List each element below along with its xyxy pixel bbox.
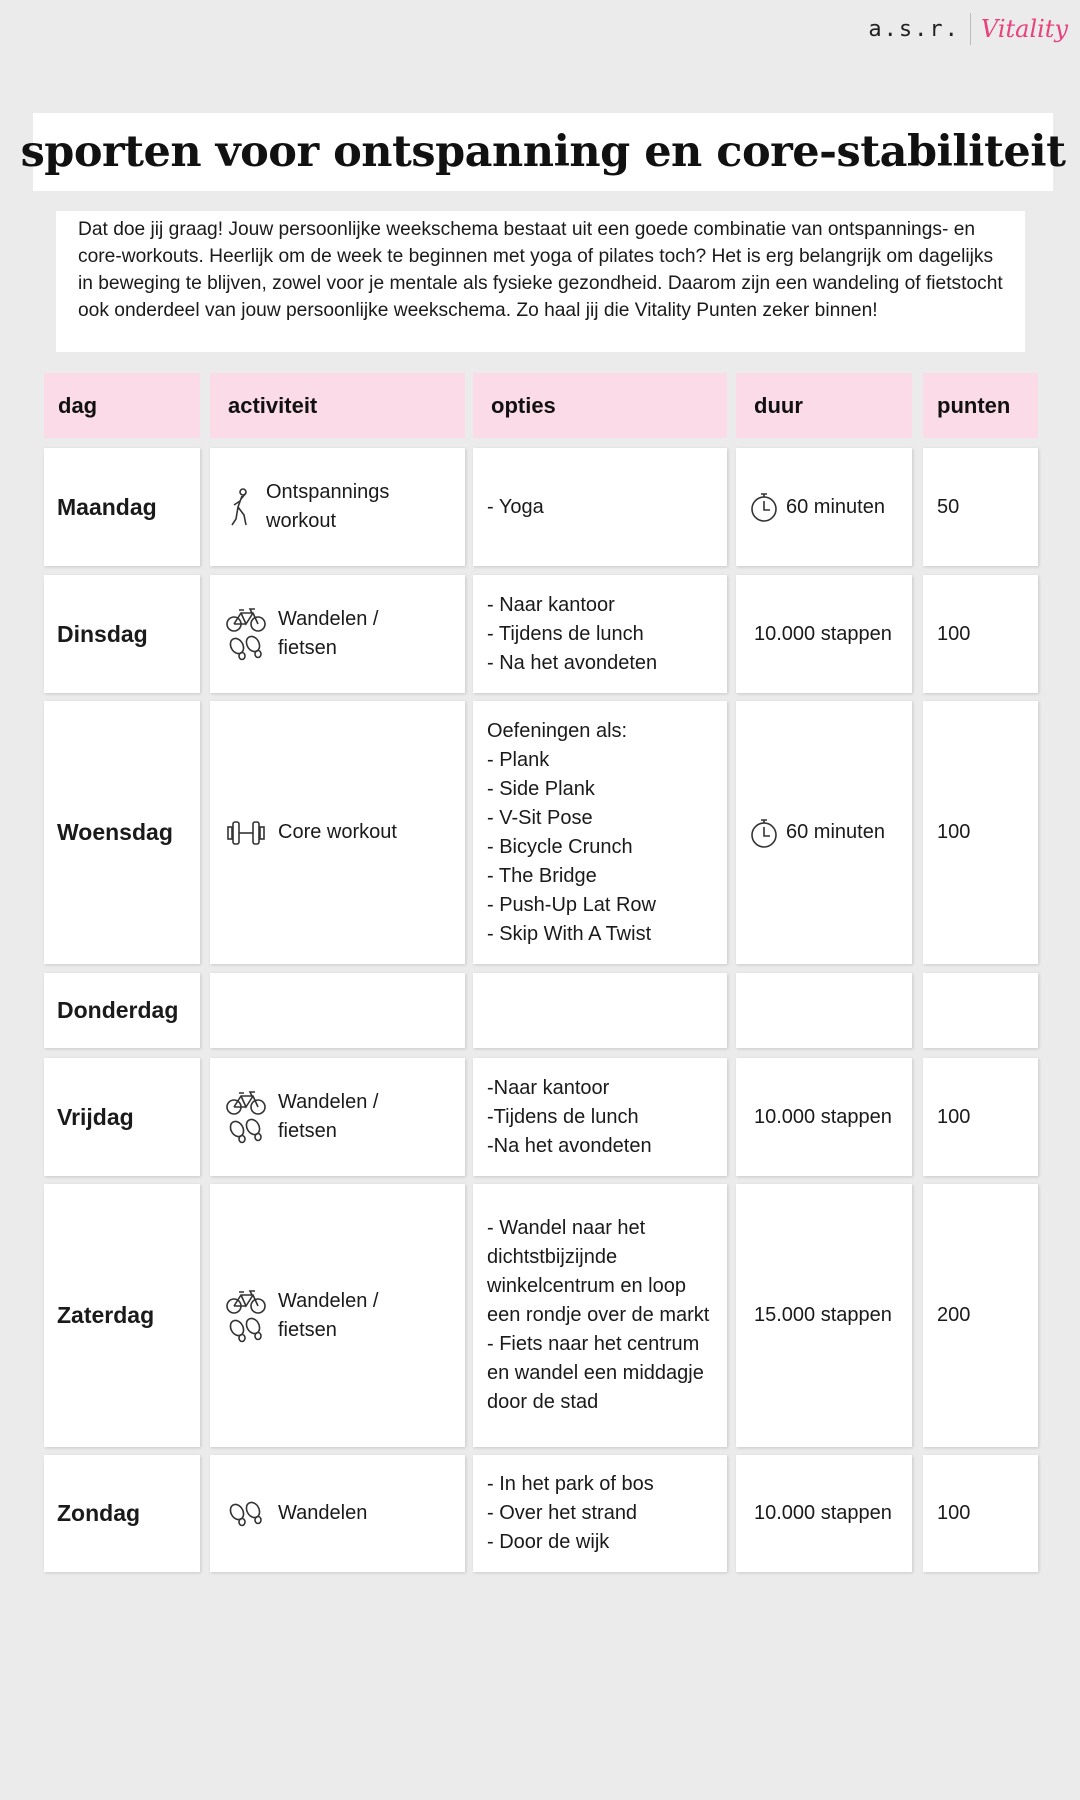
footsteps-icon [226,1317,266,1343]
dumbbell-icon [226,818,266,848]
footsteps-icon [226,1118,266,1144]
bicycle-icon [226,1289,266,1315]
option-item: - Skip With A Twist [487,922,652,945]
day-cell: Zondag [44,1455,200,1572]
option-item: - Tijdens de lunch [487,622,644,645]
header-dag: dag [44,373,200,438]
duration-cell [736,1058,912,1176]
activity-cell [210,973,465,1048]
option-item: - Na het avondeten [487,651,658,674]
option-item: - Fiets naar het centrum en wandel een middagje door de stad [487,1333,704,1413]
duration-value: 60 minuten [786,495,885,518]
day-cell: Woensdag [44,701,200,964]
duration-value: 60 minuten [786,821,885,843]
option-item: Oefeningen als: [487,719,628,742]
duration-cell [736,448,912,566]
option-item: - Side Plank [487,777,595,800]
activity-cell [210,1455,465,1572]
points-cell [923,973,1038,1048]
stopwatch-icon [748,817,780,849]
table-row [0,1455,1080,1572]
table-row [0,701,1080,964]
intro-text: Dat doe jij graag! Jouw persoonlijke weekschema bestaat uit een goede combinatie van ontspannings- en core-workouts. Heerlijk om de week te beginnen met yoga of pilates toch? Het is erg belangrijk om dagelijks in beweging te blijven, zowel voor je mentale als fysieke gezondheid. Daarom zijn een wandeling of fietstocht ook onderdeel van jouw persoonlijke weekschema. Zo haal jij die Vitality Punten zeker binnen! [56,211,1025,352]
points-cell: 100 [923,1058,1038,1176]
day-cell: Donderdag [44,973,200,1048]
options-cell [473,1455,727,1572]
points-cell: 100 [923,1455,1038,1572]
option-item: - Plank [487,748,550,771]
option-item: - Naar kantoor [487,593,615,616]
option-item: -Naar kantoor [487,1076,610,1099]
points-cell: 100 [923,575,1038,693]
title-box [20,113,1066,191]
option-item: -Na het avondeten [487,1134,652,1157]
options-cell [473,701,727,964]
option-item: - Bicycle Crunch [487,835,633,858]
table-row [0,973,1080,1048]
option-item: - Push-Up Lat Row [487,893,656,916]
brand-logos [868,8,1068,50]
header-activiteit: activiteit [210,373,465,438]
duration-cell [736,1184,912,1447]
bicycle-icon [226,607,266,633]
options-cell [473,1184,727,1447]
activity-cell [210,1184,465,1447]
option-item: - V-Sit Pose [487,806,593,829]
option-item: - In het park of bos [487,1473,654,1495]
footsteps-icon [226,635,266,661]
option-item: - The Bridge [487,864,597,887]
activity-label: Wandelen / fietsen [278,1091,379,1142]
header-duur: duur [736,373,912,438]
bicycle-icon [226,1090,266,1116]
table-header [0,373,1080,438]
points-cell: 100 [923,701,1038,964]
day-cell: Zaterdag [44,1184,200,1447]
activity-cell [210,575,465,693]
options-cell [473,973,727,1048]
table-row [0,448,1080,566]
option-item: - Over het strand [487,1502,638,1524]
asr-logo: a.s.r. [868,16,960,42]
duration-cell [736,575,912,693]
vitality-logo: Vitality [980,15,1068,43]
day-cell: Maandag [44,448,200,566]
activity-cell [210,448,465,566]
table-row [0,575,1080,693]
activity-cell [210,1058,465,1176]
activity-label: Wandelen / fietsen [278,608,379,659]
activity-label: Ontspannings workout [266,481,390,532]
day-cell: Vrijdag [44,1058,200,1176]
header-punten: punten [923,373,1038,438]
activity-label: Wandelen / fietsen [278,1289,379,1341]
option-item: - Door de wijk [487,1531,610,1553]
day-cell: Dinsdag [44,575,200,693]
options-cell [473,1058,727,1176]
activity-label: Core workout [278,821,397,843]
stretch-icon [226,487,254,527]
duration-value: 10.000 stappen [754,1105,892,1128]
points-cell: 200 [923,1184,1038,1447]
options-cell [473,448,727,566]
logo-divider [970,13,971,45]
duration-cell [736,973,912,1048]
points-cell: 50 [923,448,1038,566]
stopwatch-icon [748,491,780,523]
options-cell [473,575,727,693]
table-row [0,1058,1080,1176]
duration-value: 15.000 stappen [754,1304,892,1326]
duration-value: 10.000 stappen [754,622,892,645]
duration-value: 10.000 stappen [754,1502,892,1524]
footsteps-icon [226,1501,266,1527]
duration-cell [736,701,912,964]
activity-label: Wandelen [278,1502,368,1524]
table-row [0,1184,1080,1447]
activity-cell [210,701,465,964]
duration-cell [736,1455,912,1572]
option-item: -Tijdens de lunch [487,1105,639,1128]
header-opties: opties [473,373,727,438]
option-item: - Wandel naar het dichtstbijzijnde winkelcentrum en loop een rondje over de markt [487,1217,710,1326]
page-title: sporten voor ontspanning en core-stabiliteit [20,127,1066,177]
option-item: - Yoga [487,495,544,518]
